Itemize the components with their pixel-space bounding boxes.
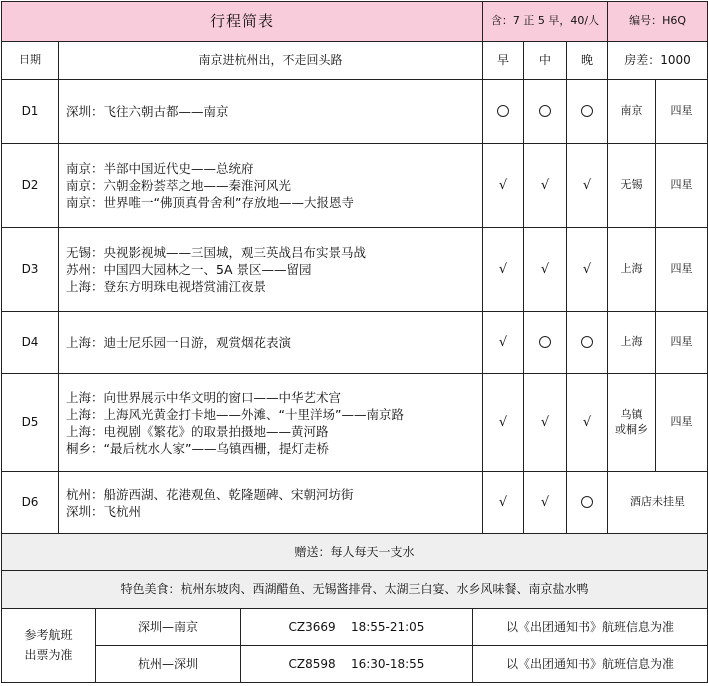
hotel-city-line: 无锡 xyxy=(620,178,643,192)
column-dinner: 晚 xyxy=(567,42,608,80)
flight-note: 以《出团通知书》航班信息为准 xyxy=(473,609,708,646)
dinner-mark xyxy=(567,374,608,472)
day-label: D5 xyxy=(2,374,59,472)
route-line: 上海：电视剧《繁花》的取景拍摄地——黄河路 xyxy=(66,423,329,439)
column-lunch: 中 xyxy=(524,42,567,80)
hotel-city-line: 乌镇 xyxy=(620,407,643,421)
route-line: 桐乡：“最后枕水人家”——乌镇西栅，提灯走桥 xyxy=(66,440,329,456)
route-line: 上海：登东方明珠电视塔赏浦江夜景 xyxy=(66,279,267,294)
check-icon: √ xyxy=(540,415,550,431)
hotel-level: 四星 xyxy=(656,80,708,144)
flight-number-time: CZ8598 16:30-18:55 xyxy=(241,646,473,683)
day-label: D4 xyxy=(2,312,59,374)
check-icon: √ xyxy=(498,262,508,278)
day-row xyxy=(2,472,708,534)
hotel-city-line: 南京 xyxy=(620,104,643,118)
day-label: D3 xyxy=(2,228,59,312)
lunch-mark xyxy=(524,312,567,374)
check-icon: √ xyxy=(498,415,508,431)
hotel-city-line: 上海 xyxy=(620,335,643,349)
day-label: D6 xyxy=(2,472,59,534)
circle-icon xyxy=(539,105,551,117)
dinner-mark xyxy=(567,80,608,144)
lunch-mark xyxy=(524,80,567,144)
gift-band: 赠送：每人每天一支水 xyxy=(2,534,708,571)
flight-label-line: 参考航班 xyxy=(24,628,73,643)
circle-icon xyxy=(581,105,593,117)
breakfast-mark xyxy=(483,228,524,312)
route-line: 无锡：央视影视城——三国城，观三英战吕布实景马战 xyxy=(66,245,367,260)
route-line: 深圳：飞往六朝古都——南京 xyxy=(66,104,229,119)
flight-label-line: 出票为准 xyxy=(24,647,73,662)
day-route xyxy=(59,144,483,228)
circle-icon xyxy=(539,336,551,348)
breakfast-mark xyxy=(483,472,524,534)
breakfast-mark xyxy=(483,374,524,472)
hotel-level: 四星 xyxy=(656,374,708,472)
hotel-note: 酒店未挂星 xyxy=(608,472,708,534)
day-route xyxy=(59,472,483,534)
day-label: D2 xyxy=(2,144,59,228)
check-icon: √ xyxy=(582,178,592,194)
flight-label xyxy=(2,609,96,683)
check-icon: √ xyxy=(540,178,550,194)
day-route xyxy=(59,312,483,374)
itinerary-title: 行程简表 xyxy=(2,2,483,42)
check-icon: √ xyxy=(498,335,508,351)
dinner-mark xyxy=(567,144,608,228)
column-date: 日期 xyxy=(2,42,59,80)
lunch-mark xyxy=(524,228,567,312)
route-line: 上海：上海风光黄金打卡地——外滩、“十里洋场”——南京路 xyxy=(66,406,404,422)
check-icon: √ xyxy=(582,415,592,431)
flight-row xyxy=(2,646,708,683)
day-label: D1 xyxy=(2,80,59,144)
day-route xyxy=(59,80,483,144)
check-icon: √ xyxy=(540,262,550,278)
breakfast-mark xyxy=(483,312,524,374)
day-row xyxy=(2,144,708,228)
flight-row xyxy=(2,609,708,646)
flight-number-time: CZ3669 18:55-21:05 xyxy=(241,609,473,646)
column-room-diff: 房差：1000 xyxy=(608,42,708,80)
route-line: 南京：半部中国近代史——总统府 xyxy=(66,161,254,176)
hotel-level: 四星 xyxy=(656,228,708,312)
day-row xyxy=(2,312,708,374)
route-line: 南京：六朝金粉荟萃之地——秦淮河风光 xyxy=(66,178,292,193)
route-line: 南京：世界唯一“佛顶真骨舍利”存放地——大报恩寺 xyxy=(66,195,354,210)
check-icon: √ xyxy=(582,262,592,278)
column-route: 南京进杭州出，不走回头路 xyxy=(59,42,483,80)
lunch-mark xyxy=(524,374,567,472)
hotel-city xyxy=(608,228,656,312)
day-route xyxy=(59,374,483,472)
circle-icon xyxy=(497,105,509,117)
itinerary-table xyxy=(1,1,708,683)
day-row xyxy=(2,374,708,472)
dinner-mark xyxy=(567,472,608,534)
day-row xyxy=(2,228,708,312)
flight-route: 杭州—深圳 xyxy=(96,646,241,683)
food-band: 特色美食：杭州东坡肉、西湖醋鱼、无锡酱排骨、太湖三白宴、水乡风味餐、南京盐水鸭 xyxy=(2,571,708,609)
column-breakfast: 早 xyxy=(483,42,524,80)
breakfast-mark xyxy=(483,80,524,144)
day-row xyxy=(2,80,708,144)
route-line: 深圳：飞杭州 xyxy=(66,503,142,519)
dinner-mark xyxy=(567,312,608,374)
circle-icon xyxy=(581,336,593,348)
check-icon: √ xyxy=(498,495,508,511)
route-line: 上海：迪士尼乐园一日游，观赏烟花表演 xyxy=(66,335,292,350)
hotel-level: 四星 xyxy=(656,144,708,228)
hotel-city xyxy=(608,374,656,472)
hotel-city xyxy=(608,312,656,374)
lunch-mark xyxy=(524,472,567,534)
check-icon: √ xyxy=(498,178,508,194)
flight-route: 深圳—南京 xyxy=(96,609,241,646)
breakfast-mark xyxy=(483,144,524,228)
hotel-city-line: 上海 xyxy=(620,262,643,276)
route-line: 上海：向世界展示中华文明的窗口——中华艺术宫 xyxy=(66,389,342,405)
hotel-city xyxy=(608,80,656,144)
meals-info: 含：7 正 5 早，40/人 xyxy=(483,2,608,42)
route-line: 杭州：船游西湖、花港观鱼、乾隆题碑、宋朝河坊街 xyxy=(66,486,354,502)
hotel-city-line: 或桐乡 xyxy=(615,422,649,436)
route-line: 苏州：中国四大园林之一、5A 景区——留园 xyxy=(66,262,312,277)
flight-note: 以《出团通知书》航班信息为准 xyxy=(473,646,708,683)
check-icon: √ xyxy=(540,495,550,511)
tour-code: 编号：H6Q xyxy=(608,2,708,42)
lunch-mark xyxy=(524,144,567,228)
dinner-mark xyxy=(567,228,608,312)
circle-icon xyxy=(581,496,593,508)
day-route xyxy=(59,228,483,312)
hotel-city xyxy=(608,144,656,228)
hotel-level: 四星 xyxy=(656,312,708,374)
